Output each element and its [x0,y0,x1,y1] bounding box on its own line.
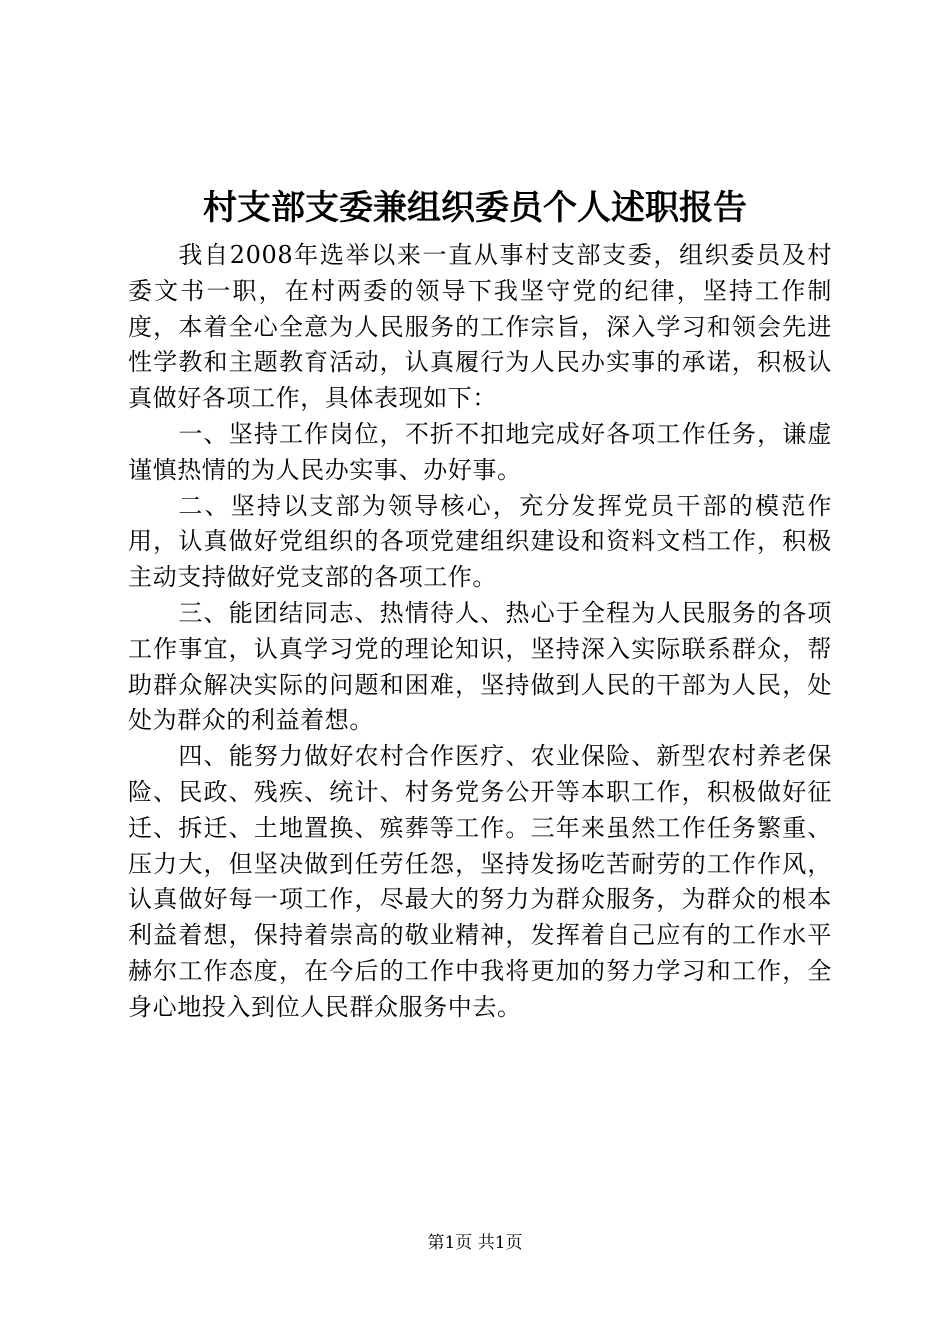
paragraph-point-3: 三、能团结同志、热情待人、热心于全程为人民服务的各项工作事宜，认真学习党的理论知识，坚持深入实际联系群众，帮助群众解决实际的问题和困难，坚持做到人民的干部为人民，处处为群众的利益着想。 [128,598,832,735]
page-number-footer: 第1页 共1页 [427,1233,523,1253]
document-body [128,238,832,1026]
paragraph-point-2: 二、坚持以支部为领导核心，充分发挥党员干部的模范作用，认真做好党组织的各项党建组织建设和资料文档工作，积极主动支持做好党支部的各项工作。 [128,491,832,592]
paragraph-point-1: 一、坚持工作岗位，不折不扣地完成好各项工作任务，谦虚谨慎热情的为人民办实事、办好事。 [128,419,832,484]
document-title: 村支部支委兼组织委员个人述职报告 [203,188,747,228]
paragraph-intro: 我自2008年选举以来一直从事村支部支委，组织委员及村委文书一职，在村两委的领导下我坚守党的纪律，坚持工作制度，本着全心全意为人民服务的工作宗旨，深入学习和领会先进性学教和主题教育活动，认真履行为人民办实事的承诺，积极认真做好各项工作，具体表现如下： [128,241,832,413]
paragraph-point-4: 四、能努力做好农村合作医疗、农业保险、新型农村养老保险、民政、残疾、统计、村务党务公开等本职工作，积极做好征迁、拆迁、土地置换、殡葬等工作。三年来虽然工作任务繁重、压力大，但坚决做到任劳任怨，坚持发扬吃苦耐劳的工作作风，认真做好每一项工作，尽最大的努力为群众服务，为群众的根本利益着想，保持着崇高的敬业精神，发挥着自己应有的工作水平赫尔工作态度，在今后的工作中我将更加的努力学习和工作，全身心地投入到位人民群众服务中去。 [128,742,832,1021]
